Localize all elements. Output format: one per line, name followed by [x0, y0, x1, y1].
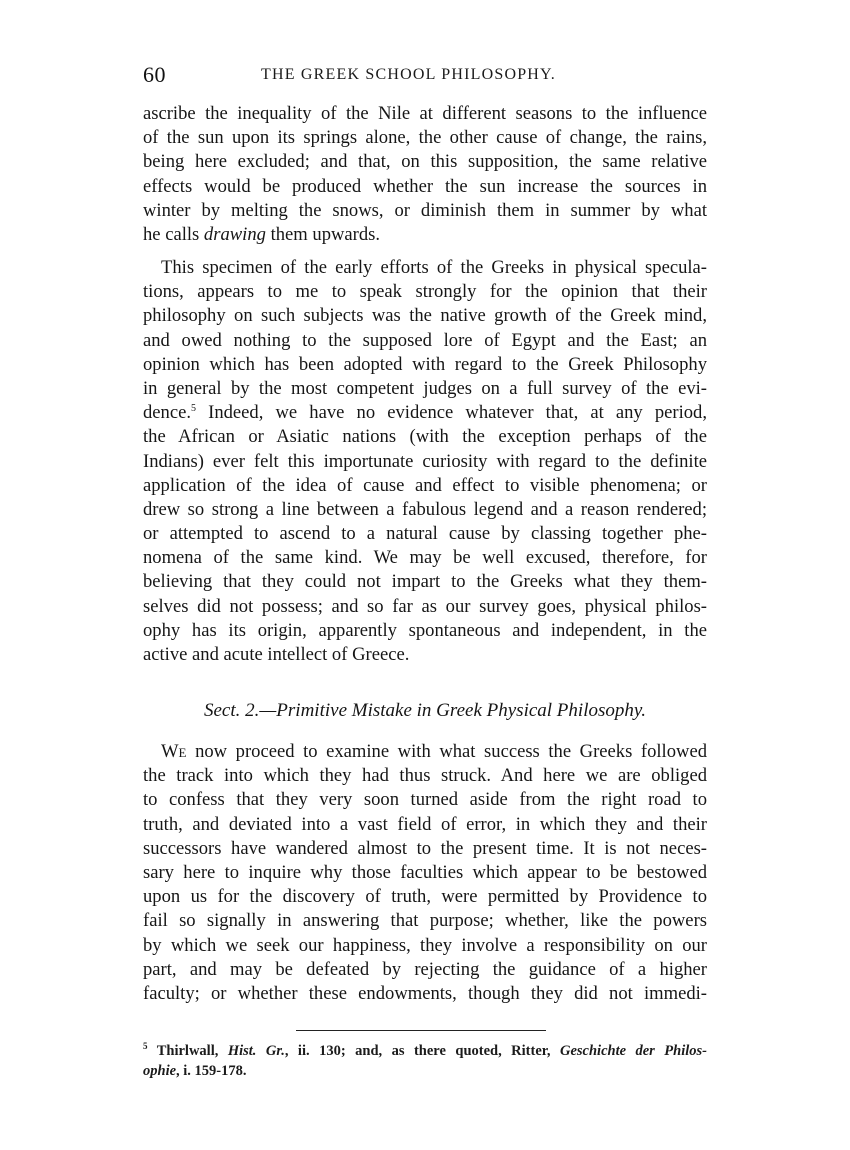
text-line: application of the idea of cause and effect to visible phenomena; or	[143, 474, 707, 496]
footnote-line	[143, 1041, 707, 1061]
text-line: tions, appears to me to speak strongly for the opinion that their	[143, 281, 707, 303]
text-segment: Indeed, we have no evidence whatever that, at any period,	[196, 402, 707, 424]
section-dash: —	[259, 700, 277, 721]
text-line: successors have wandered almost to the present time. It is not neces-	[143, 837, 707, 859]
text-line: active and acute intellect of Greece.	[143, 644, 410, 665]
text-line: ophy has its origin, apparently spontaneous and independent, in the	[143, 619, 707, 641]
text-line: sary here to inquire why those faculties which appear to be bestowed	[143, 861, 707, 883]
text-line: drew so strong a line between a fabulous legend and a reason rendered;	[143, 498, 707, 520]
footnote-title: Geschichte der Philos-	[559, 1043, 707, 1059]
text-line: opinion which has been adopted with regard to the Greek Philosophy	[143, 353, 707, 375]
text-line: This specimen of the early efforts of the Greeks in physical specula-	[161, 257, 707, 278]
footnote-author: Thirlwall,	[147, 1043, 228, 1059]
text-line	[143, 401, 707, 425]
text-line: nomena of the same kind. We may be well excused, therefore, for	[143, 547, 707, 569]
running-title: THE GREEK SCHOOL PHILOSOPHY.	[261, 66, 556, 83]
text-line: the track into which they had thus struck. And here we are obliged	[143, 765, 707, 787]
paragraph-specimen	[143, 256, 707, 667]
text-line: faculty; or whether these endowments, though they did not immedi-	[143, 982, 707, 1004]
text-line: the African or Asiatic nations (with the exception perhaps of the	[143, 426, 707, 448]
text-line: fail so signally in answering that purpose; whether, like the powers	[143, 910, 707, 932]
text-segment: now proceed to examine with what success the Greeks followed	[186, 741, 707, 762]
text-line: ascribe the inequality of the Nile at different seasons to the influence	[143, 103, 707, 124]
text-line: Indians) ever felt this importunate curiosity with regard to the definite	[143, 450, 707, 472]
text-line: believing that they could not impart to the Greeks what they them-	[143, 571, 707, 593]
drop-word: We	[161, 741, 187, 762]
text-line	[143, 223, 707, 247]
text-line: upon us for the discovery of truth, were permitted by Providence to	[143, 886, 707, 908]
footnote-line	[143, 1061, 707, 1081]
footnote-ref-end: , i. 159-178.	[176, 1063, 247, 1079]
paragraph-primitive-mistake	[143, 740, 707, 1006]
text-line: philosophy on such subjects was the native growth of the Greek mind,	[143, 305, 707, 327]
text-line: to confess that they very soon turned aside from the right road to	[143, 789, 707, 811]
footnote	[143, 1041, 707, 1081]
text-line: winter by melting the snows, or diminish them in summer by what	[143, 199, 707, 221]
footnote-marker: 5	[143, 1041, 148, 1052]
text-line: in general by the most competent judges on a full survey of the evi-	[143, 377, 707, 399]
text-segment: them upwards.	[265, 223, 381, 245]
text-line: and owed nothing to the supposed lore of Egypt and the East; an	[143, 329, 707, 351]
page-number: 60	[143, 62, 166, 87]
section-title: Primitive Mistake in Greek Physical Philosophy.	[276, 700, 646, 721]
section-heading	[143, 700, 707, 722]
footnote-work: Hist. Gr.	[227, 1043, 285, 1059]
text-line: by which we seek our happiness, they involve a responsibility on our	[143, 934, 707, 956]
page-header	[143, 62, 707, 90]
paragraph-continued	[143, 102, 707, 247]
text-line: selves did not possess; and so far as our survey goes, physical philos-	[143, 595, 707, 617]
text-line	[143, 740, 707, 764]
text-line: or attempted to ascend to a natural cause by classing together phe-	[143, 523, 707, 545]
footnote-title: ophie	[143, 1063, 177, 1079]
section-label: Sect. 2.	[203, 700, 260, 721]
emphasis-word: drawing	[203, 223, 266, 245]
text-segment: he calls	[143, 223, 204, 245]
text-line: being here excluded; and that, on this supposition, the same relative	[143, 151, 707, 173]
footnote-ref: , ii. 130; and, as there quoted, Ritter,	[284, 1043, 560, 1059]
text-line: of the sun upon its springs alone, the other cause of change, the rains,	[143, 127, 707, 149]
footnote-reference[interactable]: 5	[191, 402, 197, 414]
text-line: effects would be produced whether the sun increase the sources in	[143, 175, 707, 197]
footnote-divider	[296, 1030, 546, 1031]
text-line: truth, and deviated into a vast field of error, in which they and their	[143, 813, 707, 835]
text-segment: dence.	[143, 402, 192, 424]
text-line: part, and may be defeated by rejecting the guidance of a higher	[143, 958, 707, 980]
